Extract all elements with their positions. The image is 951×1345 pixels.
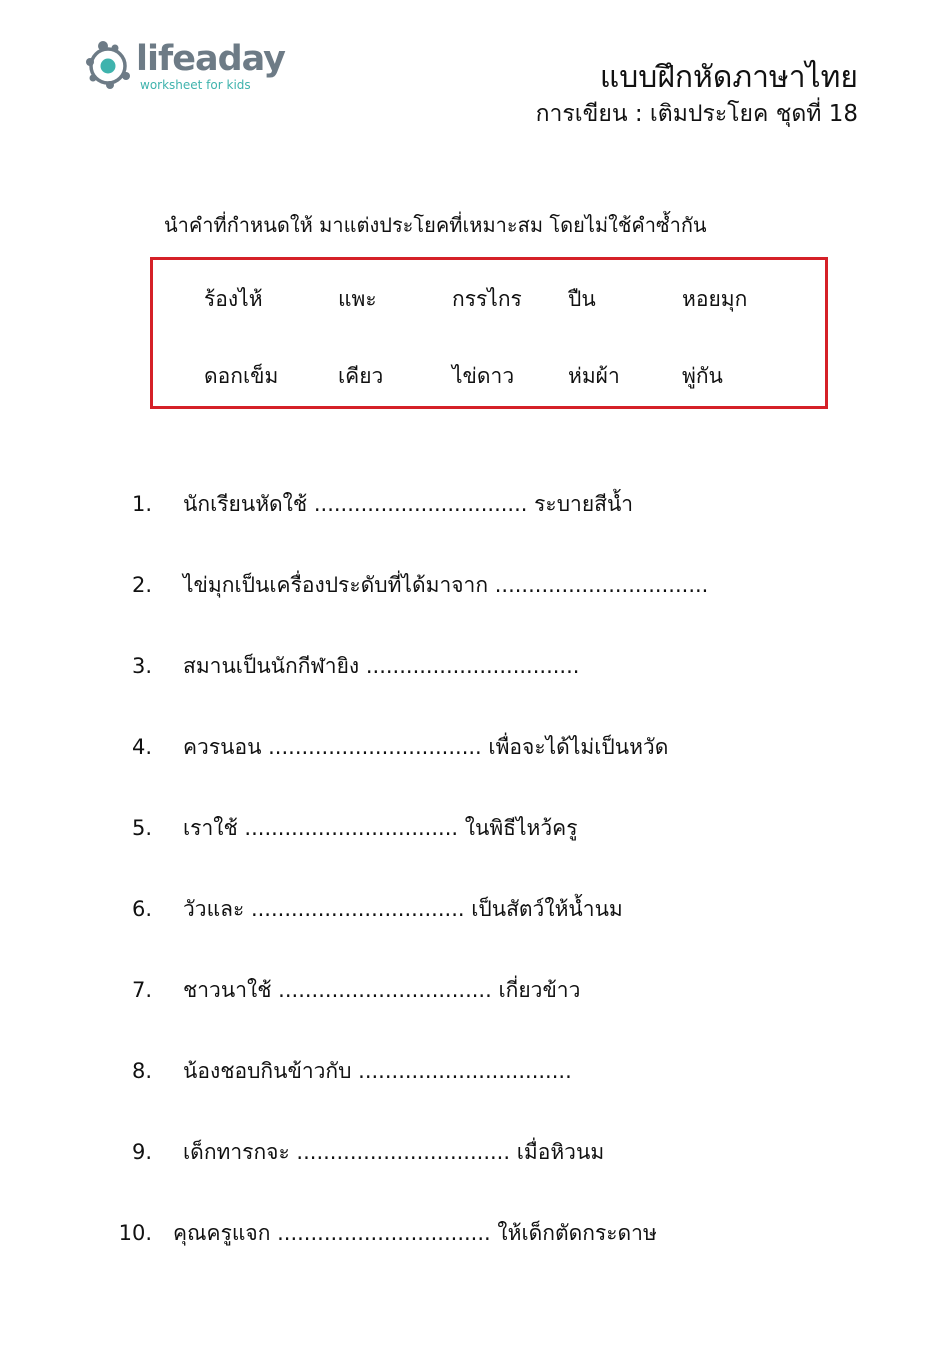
question-item: [0, 973, 951, 1007]
logo-tagline: worksheet for kids: [140, 78, 251, 92]
worksheet-subtitle: การเขียน : เติมประโยค ชุดที่ 18: [535, 101, 858, 127]
question-number: 2.: [131, 573, 152, 597]
question-item: [0, 568, 951, 602]
word-bank-item: ห่มผ้า: [568, 364, 620, 388]
question-text: คุณครูแจก ................................ ให้เด็กตัดกระดาษ: [173, 1221, 657, 1245]
question-item: [0, 730, 951, 764]
question-text: เด็กทารกจะ ................................ เมื่อหิวนม: [183, 1140, 605, 1164]
question-text: ควรนอน ................................ เพื่อจะได้ไม่เป็นหวัด: [183, 735, 669, 759]
word-bank-item: ร้องไห้: [204, 287, 263, 311]
word-bank-item: กรรไกร: [452, 287, 522, 311]
question-number: 3.: [131, 654, 152, 678]
question-item: [0, 1216, 951, 1250]
logo-wordmark: lifeaday: [136, 39, 285, 79]
word-bank-item: ไข่ดาว: [452, 364, 515, 388]
question-text: วัวและ ................................ เป็นสัตว์ให้น้ำนม: [183, 897, 623, 921]
question-item: [0, 1054, 951, 1088]
question-text: น้องชอบกินข้าวกับ ................................: [183, 1059, 572, 1083]
question-number: 10.: [118, 1221, 152, 1245]
question-text: สมานเป็นนักกีฬายิง ................................: [183, 654, 580, 678]
question-item: [0, 811, 951, 845]
question-number: 4.: [131, 735, 152, 759]
worksheet-title: แบบฝึกหัดภาษาไทย: [599, 60, 858, 95]
word-bank-item: หอยมุก: [682, 287, 748, 311]
question-number: 9.: [131, 1140, 152, 1164]
question-number: 7.: [131, 978, 152, 1002]
question-number: 1.: [131, 492, 152, 516]
question-item: [0, 487, 951, 521]
question-text: นักเรียนหัดใช้ ................................ ระบายสีน้ำ: [183, 492, 634, 516]
question-number: 8.: [131, 1059, 152, 1083]
logo-molecule-icon: [84, 38, 134, 90]
question-item: [0, 1135, 951, 1169]
logo: [84, 36, 284, 98]
question-number: 6.: [131, 897, 152, 921]
question-number: 5.: [131, 816, 152, 840]
word-bank-item: พู่กัน: [682, 364, 723, 388]
question-item: [0, 649, 951, 683]
word-bank-item: ดอกเข็ม: [204, 364, 279, 388]
question-item: [0, 892, 951, 926]
instruction-text: นำคำที่กำหนดให้ มาแต่งประโยคที่เหมาะสม โดยไม่ใช้คำซ้ำกัน: [164, 213, 707, 237]
question-text: ไข่มุกเป็นเครื่องประดับที่ได้มาจาก ................................: [183, 573, 709, 597]
word-bank-item: แพะ: [338, 287, 377, 311]
word-bank-item: ปืน: [568, 287, 596, 311]
question-text: เราใช้ ................................ ในพิธีไหว้ครู: [183, 816, 578, 840]
word-bank-item: เคียว: [338, 364, 384, 388]
question-text: ชาวนาใช้ ................................ เกี่ยวข้าว: [183, 978, 581, 1002]
